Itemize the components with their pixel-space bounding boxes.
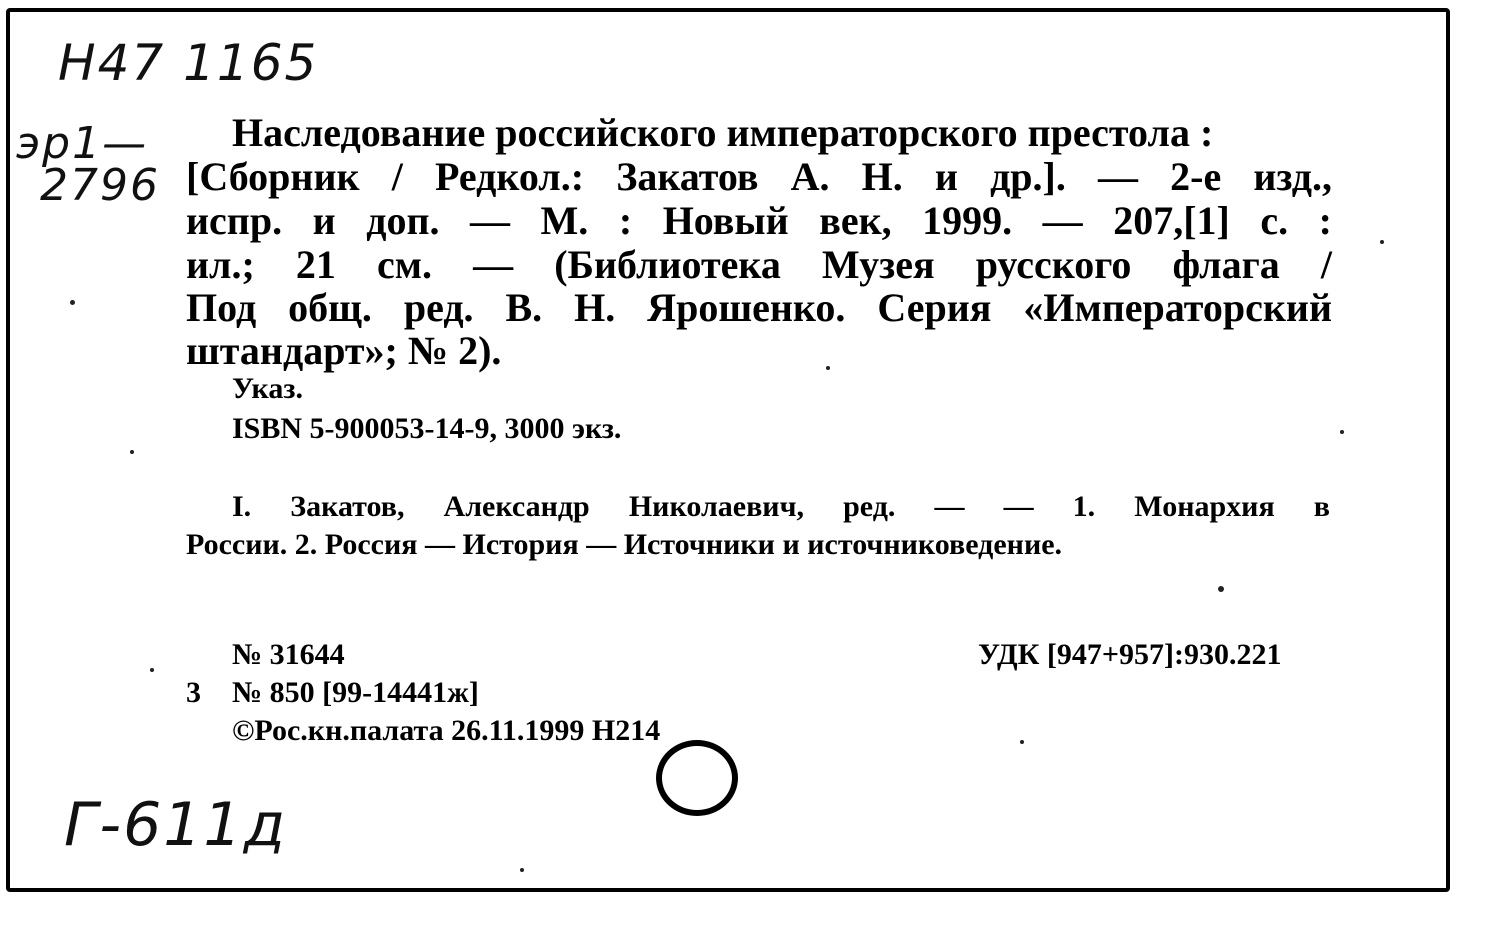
udc-code: УДК [947+957]:930.221 — [978, 638, 1282, 671]
subjects-line: I. Закатов, Александр Николаевич, ред. — — 1. Монархия в — [232, 490, 1330, 523]
handwritten-code-line2: 2796 — [40, 160, 160, 211]
order-number: № 850 [99-14441ж] — [232, 676, 479, 709]
index-note: Указ. — [232, 372, 303, 405]
copyright-line: ©Рос.кн.палата 26.11.1999 Н214 — [232, 714, 661, 747]
scan-speck — [826, 366, 830, 370]
card-number: № 31644 — [232, 638, 345, 671]
entry-line: ил.; 21 см. — (Библиотека Музея русского флага / — [186, 242, 1332, 287]
entry-line: штандарт»; № 2). — [186, 328, 502, 373]
subjects-line: России. 2. Россия — История — Источники и источниковедение. — [186, 528, 1063, 561]
handwritten-code-line1: эр1— — [16, 118, 149, 169]
entry-title-line: Наследование российского императорского престола : — [232, 110, 1214, 155]
scan-speck — [130, 450, 134, 454]
scan-speck — [1340, 430, 1344, 434]
handwritten-inventory-mark: Г-611д — [64, 790, 288, 860]
stamp-circle — [656, 740, 738, 816]
scan-speck — [520, 868, 524, 872]
entry-line: [Сборник / Редкол.: Закатов А. Н. и др.]. — 2-е изд., — [186, 154, 1332, 199]
price-prefix: 3 — [186, 676, 201, 709]
isbn: ISBN 5-900053-14-9, 3000 экз. — [232, 412, 622, 445]
scan-speck — [1380, 240, 1384, 244]
handwritten-shelfmark: Н47 1165 — [58, 34, 319, 92]
entry-line: испр. и доп. — М. : Новый век, 1999. — 207,[1] с. : — [186, 198, 1332, 243]
scan-speck — [150, 668, 154, 672]
scan-speck — [1020, 740, 1024, 744]
scan-speck — [1218, 586, 1224, 592]
scan-speck — [70, 300, 75, 305]
entry-line: Под общ. ред. В. Н. Ярошенко. Серия «Императорский — [186, 285, 1332, 330]
